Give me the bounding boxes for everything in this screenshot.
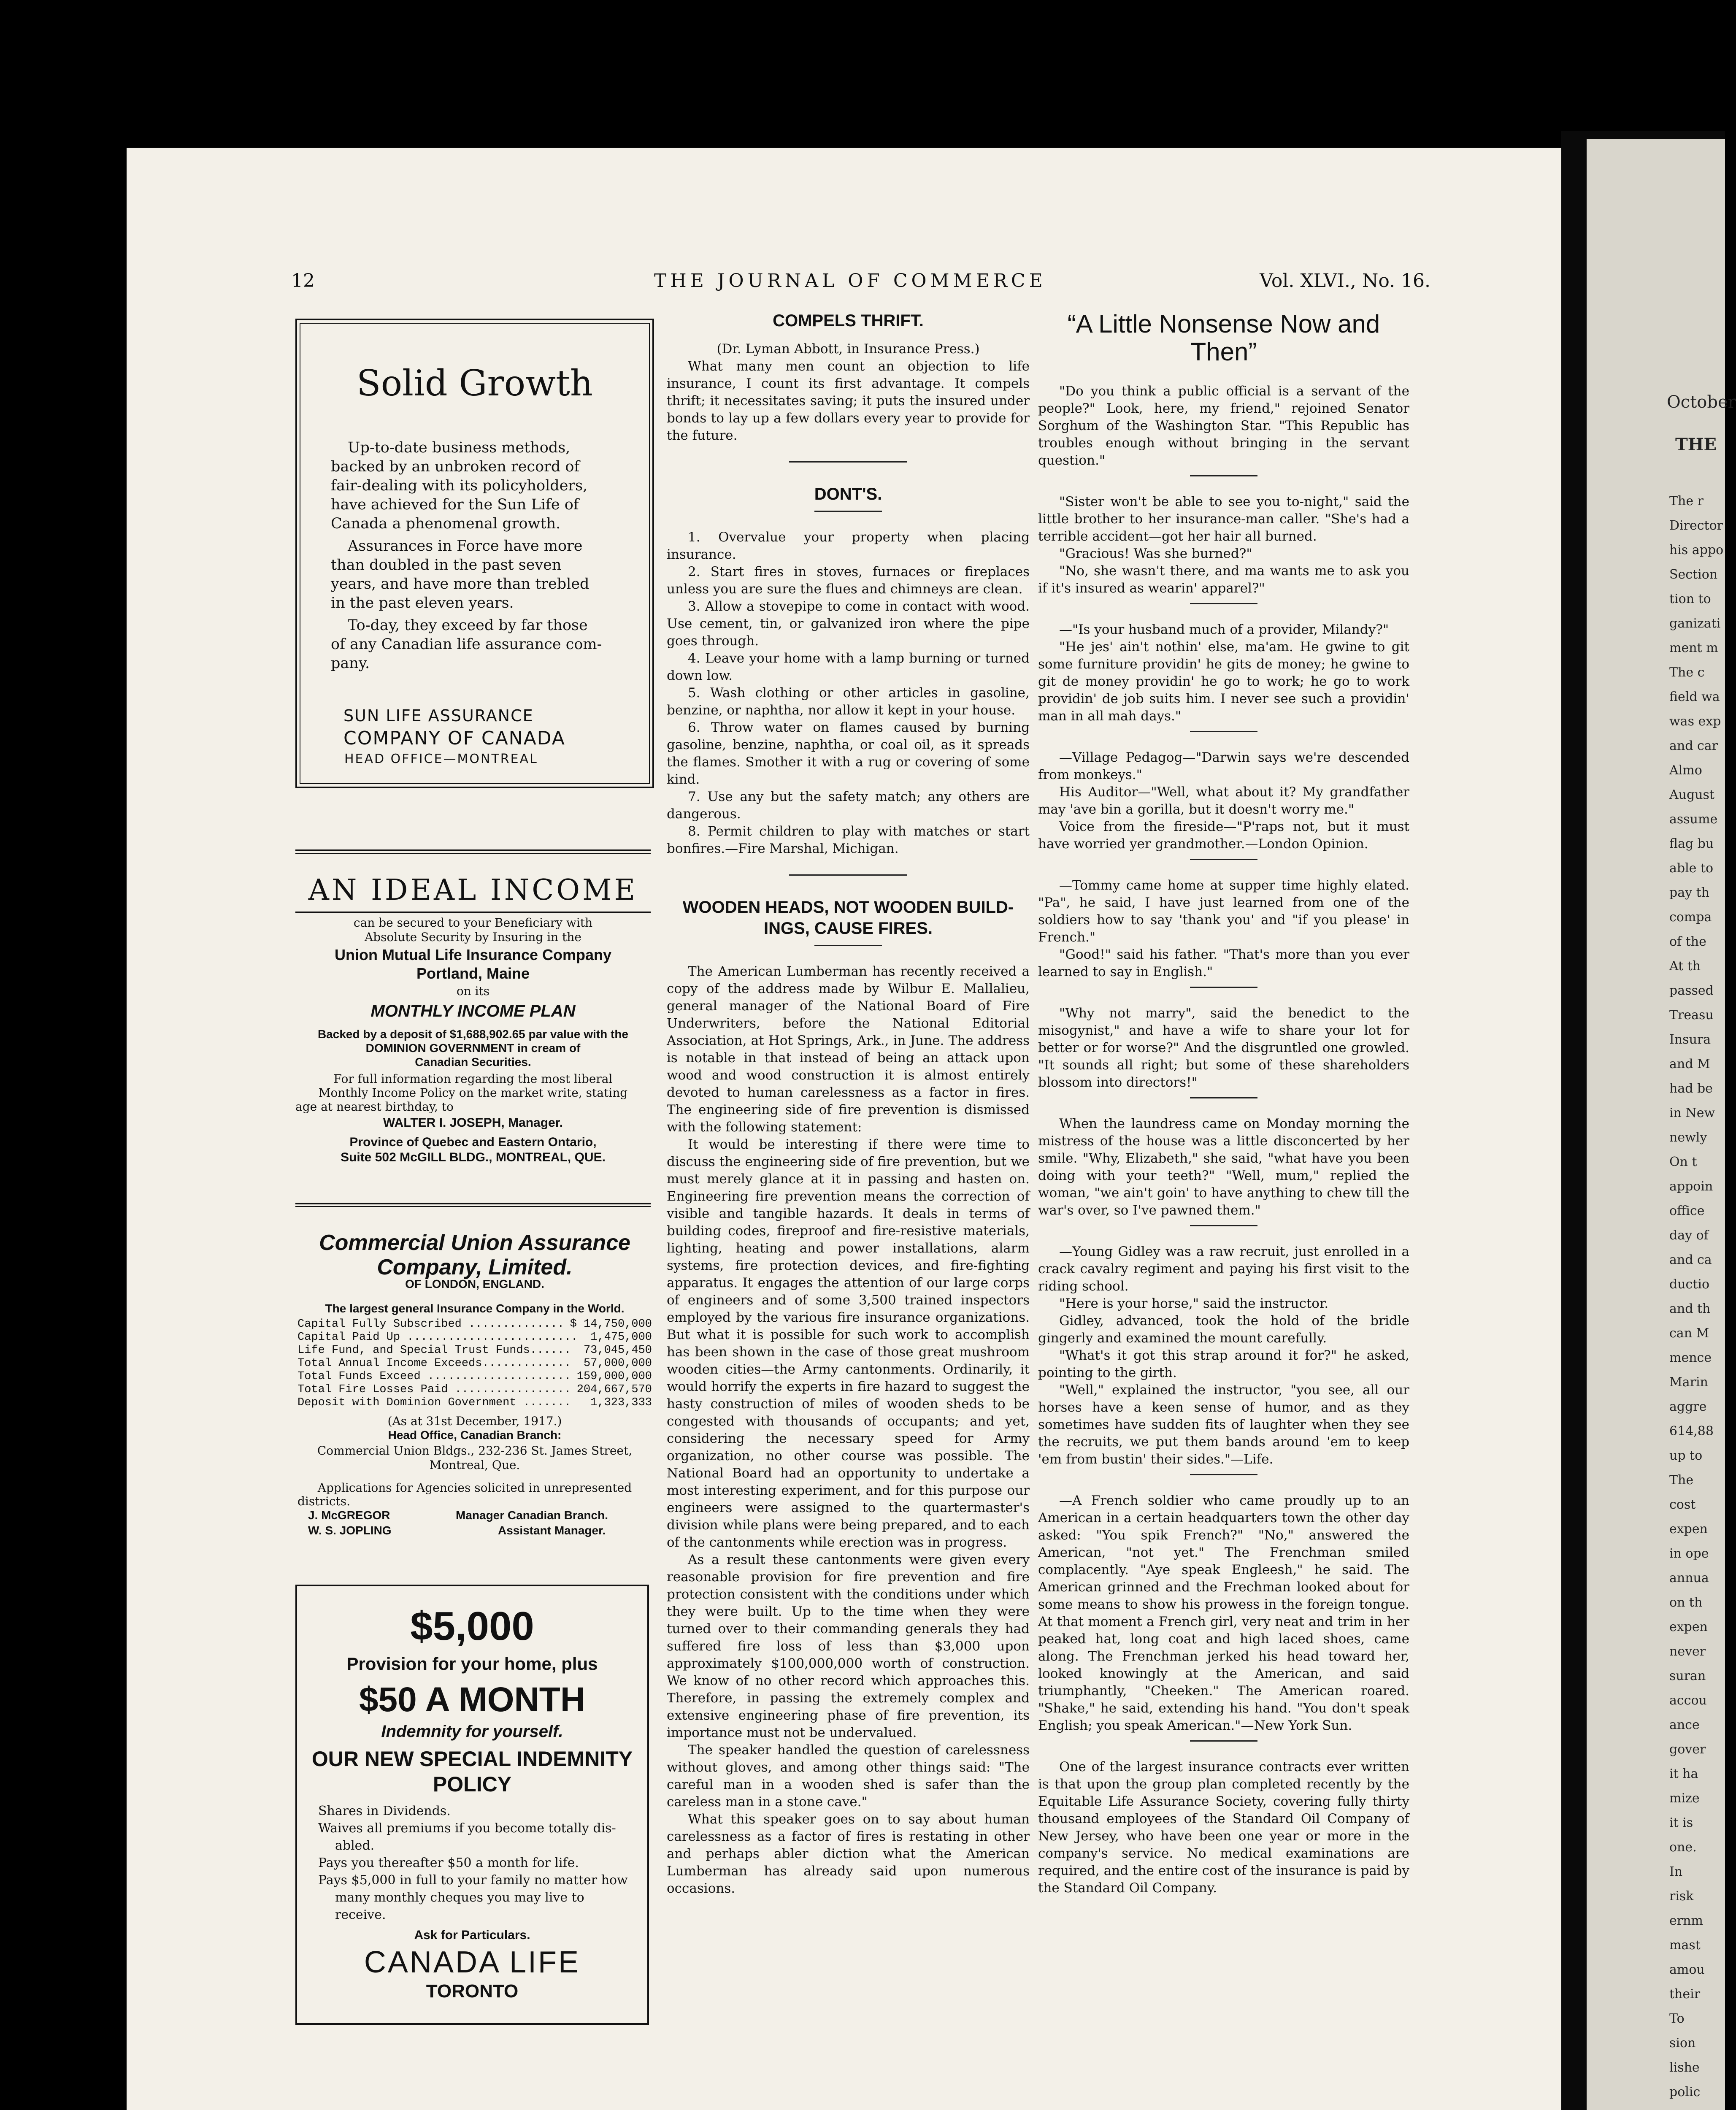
joke-paragraph: "Do you think a public official is a servant of the people?" Look, here, my friend," rejoined Senator Sorghum of the Washington Star. "This Republic has troubles enough without bringing in the servant question." <box>1038 384 1409 468</box>
column-title: “A Little Nonsense Now and <box>1067 310 1380 338</box>
divider <box>814 511 882 512</box>
ad-line: Head Office, Canadian Branch: <box>388 1428 562 1442</box>
financial-row <box>297 1357 652 1370</box>
facing-page-line: and M <box>1669 1057 1710 1071</box>
article-title: WOODEN HEADS, NOT WOODEN BUILD- <box>682 898 1014 917</box>
financial-label: Life Fund, and Special Trust Funds...... <box>297 1344 571 1357</box>
ad-body-line: than doubled in the past seven <box>331 557 562 573</box>
financial-value: 57,000,000 <box>583 1357 652 1370</box>
ad-line: Indemnity for yourself. <box>381 1722 563 1741</box>
facing-page-line: mast <box>1669 1938 1701 1953</box>
facing-page-line: day of <box>1669 1228 1709 1243</box>
article-title: COMPELS THRIFT. <box>773 311 924 330</box>
facing-page-line: annua <box>1669 1571 1709 1585</box>
facing-page-line: newly <box>1669 1130 1707 1145</box>
ad-company: CANADA LIFE <box>364 1945 581 1979</box>
facing-page-line: polic <box>1669 2085 1701 2099</box>
page-header <box>291 270 1430 295</box>
facing-page-line: Section <box>1669 567 1718 582</box>
divider <box>1190 1225 1257 1226</box>
financial-label: Capital Fully Subscribed .............. <box>297 1318 564 1331</box>
dont-item: 6. Throw water on flames caused by burning gasoline, benzine, naphtha, or coal oil, as it spreads the flames. Smother it with a rug or covering of some kind. <box>667 720 1030 787</box>
financial-label: Total Funds Exceed ..................... <box>297 1370 571 1383</box>
joke-paragraph: Gidley, advanced, took the hold of the bridle gingerly and examined the mount carefully. <box>1038 1313 1409 1346</box>
facing-page <box>1587 139 1736 2110</box>
ad-body-line: in the past eleven years. <box>331 595 514 611</box>
ad-title: AN IDEAL INCOME <box>308 874 638 907</box>
ad-item: receive. <box>335 1907 386 1922</box>
joke-paragraph: "He jes' ain't nothin' else, ma'am. He gwine to git some furniture providin' he gits de money; he gwine to git de money providin' he go to work; he go to work providin' de job suits him. I never see such a providin' man in all mah days." <box>1038 639 1409 724</box>
facing-page-line: was exp <box>1669 714 1721 729</box>
financial-value: 73,045,450 <box>583 1344 652 1357</box>
financial-value: 1,323,333 <box>590 1396 652 1409</box>
facing-page-line: sion <box>1669 2036 1696 2050</box>
divider <box>1190 1740 1257 1742</box>
column-3 <box>1038 310 1409 1897</box>
ad-body-line: Up-to-date business methods, <box>348 439 571 456</box>
ad-line: OF LONDON, ENGLAND. <box>405 1277 544 1290</box>
facing-page-line: on th <box>1669 1595 1703 1610</box>
ad-body-line: years, and have more than trebled <box>331 576 589 592</box>
divider <box>1190 603 1257 604</box>
manager-title: Manager Canadian Branch. <box>456 1509 608 1522</box>
ad-line: Canadian Securities. <box>415 1055 531 1069</box>
financial-row <box>297 1318 652 1331</box>
ad-body-line: Canada a phenomenal growth. <box>331 515 561 532</box>
ad-line: OUR NEW SPECIAL INDEMNITY <box>311 1747 633 1771</box>
facing-page-line: Insura <box>1669 1032 1711 1047</box>
dont-item: 7. Use any but the safety match; any others are dangerous. <box>667 789 1030 822</box>
facing-page-line: assume <box>1669 812 1718 827</box>
ad-amount: $5,000 <box>410 1604 534 1649</box>
facing-page-line: can M <box>1669 1326 1709 1341</box>
journal-title: THE JOURNAL OF COMMERCE <box>654 270 1046 292</box>
facing-page-line: expen <box>1669 1620 1708 1634</box>
ad-line: DOMINION GOVERNMENT in cream of <box>365 1041 581 1055</box>
facing-page-line: mize <box>1669 1791 1700 1806</box>
facing-page-line: cost <box>1669 1497 1696 1512</box>
financial-value: $ 14,750,000 <box>570 1318 652 1331</box>
financial-table <box>297 1318 652 1409</box>
facing-page-line: mence <box>1669 1350 1712 1365</box>
sun-life-logo-line3: HEAD OFFICE—MONTREAL <box>344 752 538 766</box>
divider <box>295 849 651 854</box>
facing-page-line: aggre <box>1669 1399 1707 1414</box>
divider <box>1190 1474 1257 1475</box>
divider <box>814 945 882 946</box>
ad-line: Province of Quebec and Eastern Ontario, <box>349 1135 597 1149</box>
manager-title: Assistant Manager. <box>498 1524 606 1537</box>
facing-page-line: it is <box>1669 1815 1693 1830</box>
divider <box>789 461 907 463</box>
facing-page-line: ganizati <box>1669 616 1721 631</box>
joke-paragraph: —"Is your husband much of a provider, Milandy?" <box>1059 622 1389 637</box>
facing-page-line: To <box>1669 2011 1685 2026</box>
facing-page-line: flag bu <box>1669 836 1714 851</box>
facing-page-line: ductio <box>1669 1277 1710 1292</box>
manager-name: WALTER I. JOSEPH, Manager. <box>383 1116 563 1130</box>
joke-paragraph: —A French soldier who came proudly up to an American in a certain headquarters town the other day asked: "You spik French?" "No," answered the American, "not yet." The Frenchman smiled complacently. "Aye speak Engleesh," he said. The American grinned and the Frechman looked about for some means to show his prowess in the foreign tongue. At that moment a French girl, very neat and trim in her peaked hat, long coat and high laced shoes, came along. The Frenchman jerked his head toward her, looked knowingly at the American, and said triumphantly, "Cheeken." The American roared. "Shake," he said, extending his hand. "You don't speak English; you speak American."—New York Sun. <box>1038 1493 1409 1733</box>
ad-item: Pays you thereafter $50 a month for life. <box>318 1856 579 1870</box>
facing-page-line: it ha <box>1669 1766 1698 1781</box>
ad-line: can be secured to your Beneficiary with <box>353 916 593 930</box>
financial-row <box>297 1383 652 1396</box>
dont-item: 3. Allow a stovepipe to come in contact with wood. Use cement, tin, or galvanized iron where the pipe goes through. <box>667 599 1030 649</box>
facing-page-line: August <box>1669 787 1714 802</box>
facing-page-line: passed <box>1669 983 1714 998</box>
canada-life-ad <box>295 1585 649 2025</box>
joke-paragraph: "Well," explained the instructor, "you see, all our horses have a keen sense of humor, and as they sometimes have sudden fits of laughter when they see the recruits, we put them bands around 'em to keep 'em from bustin' their sides."—Life. <box>1038 1382 1409 1467</box>
ad-line: age at nearest birthday, to <box>295 1100 454 1114</box>
divider <box>789 874 907 876</box>
facing-page-line: field wa <box>1669 690 1720 704</box>
joke-paragraph: —Young Gidley was a raw recruit, just enrolled in a crack cavalry regiment and paying his first visit to the riding school. <box>1038 1244 1409 1294</box>
sun-life-logo-line2: COMPANY OF CANADA <box>343 728 565 749</box>
facing-page-title: THE <box>1675 435 1717 454</box>
facing-page-line: ance <box>1669 1718 1700 1732</box>
company-city: Portland, Maine <box>416 965 530 982</box>
column-2 <box>667 310 1030 1897</box>
ad-body-line: have achieved for the Sun Life of <box>331 496 579 513</box>
ad-body-line: of any Canadian life assurance com- <box>331 636 602 653</box>
facing-page-line: ernm <box>1669 1913 1703 1928</box>
joke-paragraph: Voice from the fireside—"P'raps not, but it must have worried yer grandmother.—London Opinion. <box>1038 819 1409 852</box>
ad-body-line: pany. <box>331 655 370 672</box>
financial-label: Total Fire Losses Paid ................. <box>297 1383 571 1396</box>
joke-paragraph: When the laundress came on Monday morning the mistress of the house was a little disconcerted by her smile. "Why, Elizabeth," she said, "what have you been doing with your teeth?" "Well, mum," replied the woman, "we ain't goin' to have anything to chew till the war's over, so I've pawned them." <box>1038 1116 1409 1218</box>
facing-page-line: Almo <box>1669 763 1702 778</box>
facing-page-line: able to <box>1669 861 1714 876</box>
ad-line: Provision for your home, plus <box>346 1654 598 1674</box>
ad-item: Pays $5,000 in full to your family no matter how <box>318 1873 628 1888</box>
ad-line: (As at 31st December, 1917.) <box>387 1414 562 1428</box>
article-body: What many men count an objection to life insurance, I count its first advantage. It compels thrift; it necessitates saving; it puts the insured under bonds to lay up a few dollars every year to provide for the future. <box>667 359 1030 443</box>
facing-page-line: gover <box>1669 1742 1706 1757</box>
ad-items <box>318 1802 630 1923</box>
facing-page-line: expen <box>1669 1522 1708 1537</box>
facing-page-line: Marin <box>1669 1375 1708 1390</box>
facing-page-line: ment m <box>1669 641 1718 655</box>
ad-line: on its <box>456 984 490 998</box>
ad-line: Backed by a deposit of $1,688,902.65 par value with the <box>317 1028 629 1041</box>
financial-label: Deposit with Dominion Government ....... <box>297 1396 571 1409</box>
ad-body <box>331 438 618 673</box>
financial-value: 204,667,570 <box>576 1383 652 1396</box>
facing-page-line: The c <box>1669 665 1705 680</box>
divider <box>1190 731 1257 732</box>
article-title: DONT'S. <box>814 485 882 503</box>
facing-page-line: lishe <box>1669 2060 1700 2075</box>
ad-line: Suite 502 McGILL BLDG., MONTREAL, QUE. <box>341 1150 606 1164</box>
ad-body-line: Assurances in Force have more <box>348 538 583 555</box>
facing-page-line: accou <box>1669 1693 1707 1708</box>
joke-paragraph: "Good!" said his father. "That's more than you ever learned to say in English." <box>1038 947 1409 979</box>
ad-title-2: Company, Limited. <box>377 1255 573 1280</box>
facing-page-line: of the <box>1669 934 1706 949</box>
joke-paragraph: "Why not marry", said the benedict to the misogynist," and have a wife to share your lot for better or for worse?" And the disgruntled one growled. "It sounds all right; but some of these shareholders blossom into directors!" <box>1038 1006 1409 1090</box>
column-title-2: Then” <box>1190 338 1257 366</box>
ad-title: Commercial Union Assurance <box>319 1231 630 1255</box>
ad-line: Montreal, Que. <box>429 1458 520 1472</box>
financial-value: 1,475,000 <box>590 1331 652 1344</box>
ad-body-line: fair-dealing with its policyholders, <box>331 477 588 494</box>
financial-row <box>297 1396 652 1409</box>
ad-item: Shares in Dividends. <box>318 1804 451 1818</box>
facing-page-line: The <box>1669 1473 1694 1488</box>
dont-item: 1. Overvalue your property when placing insurance. <box>667 530 1030 562</box>
facing-page-line: in New <box>1669 1106 1715 1120</box>
ad-line: Monthly Income Policy on the market write, stating <box>318 1086 628 1100</box>
sun-life-ad <box>295 319 654 788</box>
dont-item: 4. Leave your home with a lamp burning or turned down low. <box>667 651 1030 683</box>
paragraph: The speaker handled the question of carelessness without gloves, and among other things said: "The careful man in a wooden shed is safer than the careless man in a stone cave." <box>667 1742 1030 1810</box>
facing-page-line: in ope <box>1669 1546 1709 1561</box>
ad-city: TORONTO <box>426 1981 519 2002</box>
facing-page-line: Director <box>1669 518 1723 533</box>
facing-page-line: In <box>1669 1864 1683 1879</box>
ad-line: The largest general Insurance Company in the World. <box>325 1302 625 1315</box>
ad-item: Waives all premiums if you become totally dis- <box>318 1821 616 1836</box>
ad-line: Commercial Union Bldgs., 232-236 St. James Street, <box>317 1444 633 1458</box>
facing-page-line: their <box>1669 1987 1701 2002</box>
divider <box>1190 859 1257 860</box>
jokes-list <box>1038 383 1409 1897</box>
article-body <box>667 963 1030 1897</box>
commercial-union-ad <box>295 1230 654 1559</box>
plan-name: MONTHLY INCOME PLAN <box>370 1002 576 1020</box>
facing-page-line: had be <box>1669 1081 1713 1096</box>
paragraph: What this speaker goes on to say about human carelessness as a factor of fires is restating in other and perhaps abler diction what the American Lumberman has already said upon numerous occasions. <box>667 1812 1030 1896</box>
facing-page-line: appoin <box>1669 1179 1713 1194</box>
facing-page-line: never <box>1669 1644 1706 1659</box>
dont-item: 2. Start fires in stoves, furnaces or fireplaces unless you are sure the flues and chimneys are clean. <box>667 564 1030 597</box>
paragraph: As a result these cantonments were given every reasonable provision for fire prevention and fire protection consistent with the conditions under which they were built. Up to the time when they were turned over to their commanding generals they had suffered fire loss of less than $3,000 upon approximately $100,000,000 worth of construction. We know of no other record which approaches this. Therefore, in passing the extremely complex and extensive engineering phase of fire prevention, its importance must not be undervalued. <box>667 1552 1030 1740</box>
facing-page-line: The r <box>1669 494 1704 509</box>
facing-page-line: and car <box>1669 738 1718 753</box>
facing-page-line: office <box>1669 1204 1705 1218</box>
article-title-2: INGS, CAUSE FIRES. <box>763 919 933 938</box>
article-source: (Dr. Lyman Abbott, in Insurance Press.) <box>717 341 980 357</box>
facing-page-line: one. <box>1669 1840 1697 1855</box>
facing-page-line: tion to <box>1669 592 1711 606</box>
financial-row <box>297 1331 652 1344</box>
joke-paragraph: "Here is your horse," said the instructor. <box>1059 1296 1329 1311</box>
facing-page-line: and ca <box>1669 1252 1712 1267</box>
ad-item: many monthly cheques you may live to <box>335 1890 584 1905</box>
facing-page-line: 614,88 <box>1669 1424 1714 1439</box>
financial-row <box>297 1344 652 1357</box>
joke-paragraph: "Gracious! Was she burned?" <box>1059 546 1252 561</box>
financial-label: Total Annual Income Exceeds............. <box>297 1357 571 1370</box>
facing-page-line: his appo <box>1669 543 1724 557</box>
ad-body-line: backed by an unbroken record of <box>331 458 580 475</box>
manager-name: J. McGREGOR <box>308 1509 390 1522</box>
ad-body-line: To-day, they exceed by far those <box>348 617 588 634</box>
joke-paragraph: —Tommy came home at supper time highly elated. "Pa", he said, I have just learned from one of the soldiers how to say 'thank you' and "if you please' in French." <box>1038 878 1409 945</box>
joke-paragraph: "Sister won't be able to see you to-night," said the little brother to her insurance-man caller. "She's had a terrible accident—got her hair all burned. <box>1038 494 1409 544</box>
volume-info: Vol. XLVI., No. 16. <box>1260 270 1430 292</box>
financial-row <box>297 1370 652 1383</box>
joke-paragraph: His Auditor—"Well, what about it? My grandfather may 'ave bin a gorilla, but it doesn't worry me." <box>1038 784 1409 817</box>
dont-item: 5. Wash clothing or other articles in gasoline, benzine, or naphtha, nor allow it kept in your house. <box>667 685 1030 718</box>
divider <box>295 1203 651 1207</box>
joke-paragraph: One of the largest insurance contracts ever written is that upon the group plan completed recently by the Equitable Life Assurance Society, covering fully thirty thousand employees of the Standard Oil Company of New Jersey, who have been one year or more in the company's service. No medical examinations are required, and the entire cost of the insurance is paid by the Standard Oil Company. <box>1038 1759 1409 1896</box>
ad-item: abled. <box>335 1838 375 1853</box>
financial-value: 159,000,000 <box>576 1370 652 1383</box>
ad-line: districts. <box>297 1494 351 1508</box>
paragraph: It would be interesting if there were time to discuss the engineering side of fire prevention, but we must merely glance at it in passing and hasten on. Engineering fire prevention means the correction of visible and tangible hazards. It deals in terms of building codes, fireproof and fire-resistive materials, lighting, heating and power installations, alarm systems, fire protection devices, and fire-fighting apparatus. It engages the attention of our large corps of engineers and of some 3,500 trained inspectors employed by the various fire insurance organizations. But what it is possible for such work to accomplish has been shown in the case of those great mushroom wooden cities—the Army cantonments. Ordinarily, it would horrify the experts in fire hazard to suggest the hasty construction of miles of wooden sheds to be congested with thousands of occupants; and yet, considering the necessary speed for Army organization, no other course was possible. The National Board had an opportunity to undertake a most interesting experiment, and for this purpose our engineers were assigned to the quartermaster's division while plans were being prepared, and to each of the cantonments while erection was in progress. <box>667 1137 1030 1550</box>
joke-paragraph: "No, she wasn't there, and ma wants me to ask you if it's insured as wearin' apparel?" <box>1038 563 1409 596</box>
financial-label: Capital Paid Up ......................... <box>297 1331 578 1344</box>
facing-page-line: At th <box>1669 959 1701 974</box>
sun-life-logo-line1: SUN LIFE ASSURANCE <box>343 706 534 725</box>
ad-line: Absolute Security by Insuring in the <box>365 930 581 944</box>
facing-page-line: risk <box>1669 1889 1694 1904</box>
facing-page-line: pay th <box>1669 885 1709 900</box>
joke-paragraph: "What's it got this strap around it for?" he asked, pointing to the girth. <box>1038 1348 1409 1380</box>
facing-page-line: up to <box>1669 1448 1703 1463</box>
ad-title: Solid Growth <box>357 362 593 404</box>
joke-paragraph: —Village Pedagog—"Darwin says we're descended from monkeys." <box>1038 750 1409 782</box>
dont-item: 8. Permit children to play with matches or start bonfires.—Fire Marshal, Michigan. <box>667 824 1030 856</box>
ad-line: Applications for Agencies solicited in unrepresented <box>317 1481 632 1495</box>
ad-line: For full information regarding the most liberal <box>333 1072 613 1086</box>
divider <box>1190 987 1257 988</box>
facing-page-line: amou <box>1669 1962 1705 1977</box>
company-name: Union Mutual Life Insurance Company <box>334 946 612 963</box>
page-number: 12 <box>291 270 315 292</box>
donts-list <box>667 529 1030 858</box>
manager-name: W. S. JOPLING <box>308 1524 392 1537</box>
paragraph: The American Lumberman has recently received a copy of the address made by Wilbur E. Mallalieu, general manager of the National Board of Fire Underwriters, before the National Editorial Association, at Hot Springs, Ark., in June. The address is notable in that instead of being an attack upon wood and wood construction it is almost entirely devoted to human carelessness as a factor in fires. The engineering side of fire prevention is dismissed with the following statement: <box>667 964 1030 1135</box>
ad-headline: $50 A MONTH <box>359 1680 586 1719</box>
divider <box>1190 1097 1257 1098</box>
union-mutual-ad <box>295 874 651 1194</box>
facing-page-line: suran <box>1669 1669 1706 1683</box>
facing-page-header: October <box>1667 392 1736 412</box>
facing-page-line: and th <box>1669 1301 1711 1316</box>
facing-page-line: Treasu <box>1669 1008 1714 1023</box>
facing-page-line: On t <box>1669 1155 1697 1169</box>
facing-page-line: compa <box>1669 910 1712 925</box>
ad-line: Ask for Particulars. <box>414 1928 530 1942</box>
ad-line: POLICY <box>433 1772 512 1796</box>
divider <box>1190 475 1257 476</box>
